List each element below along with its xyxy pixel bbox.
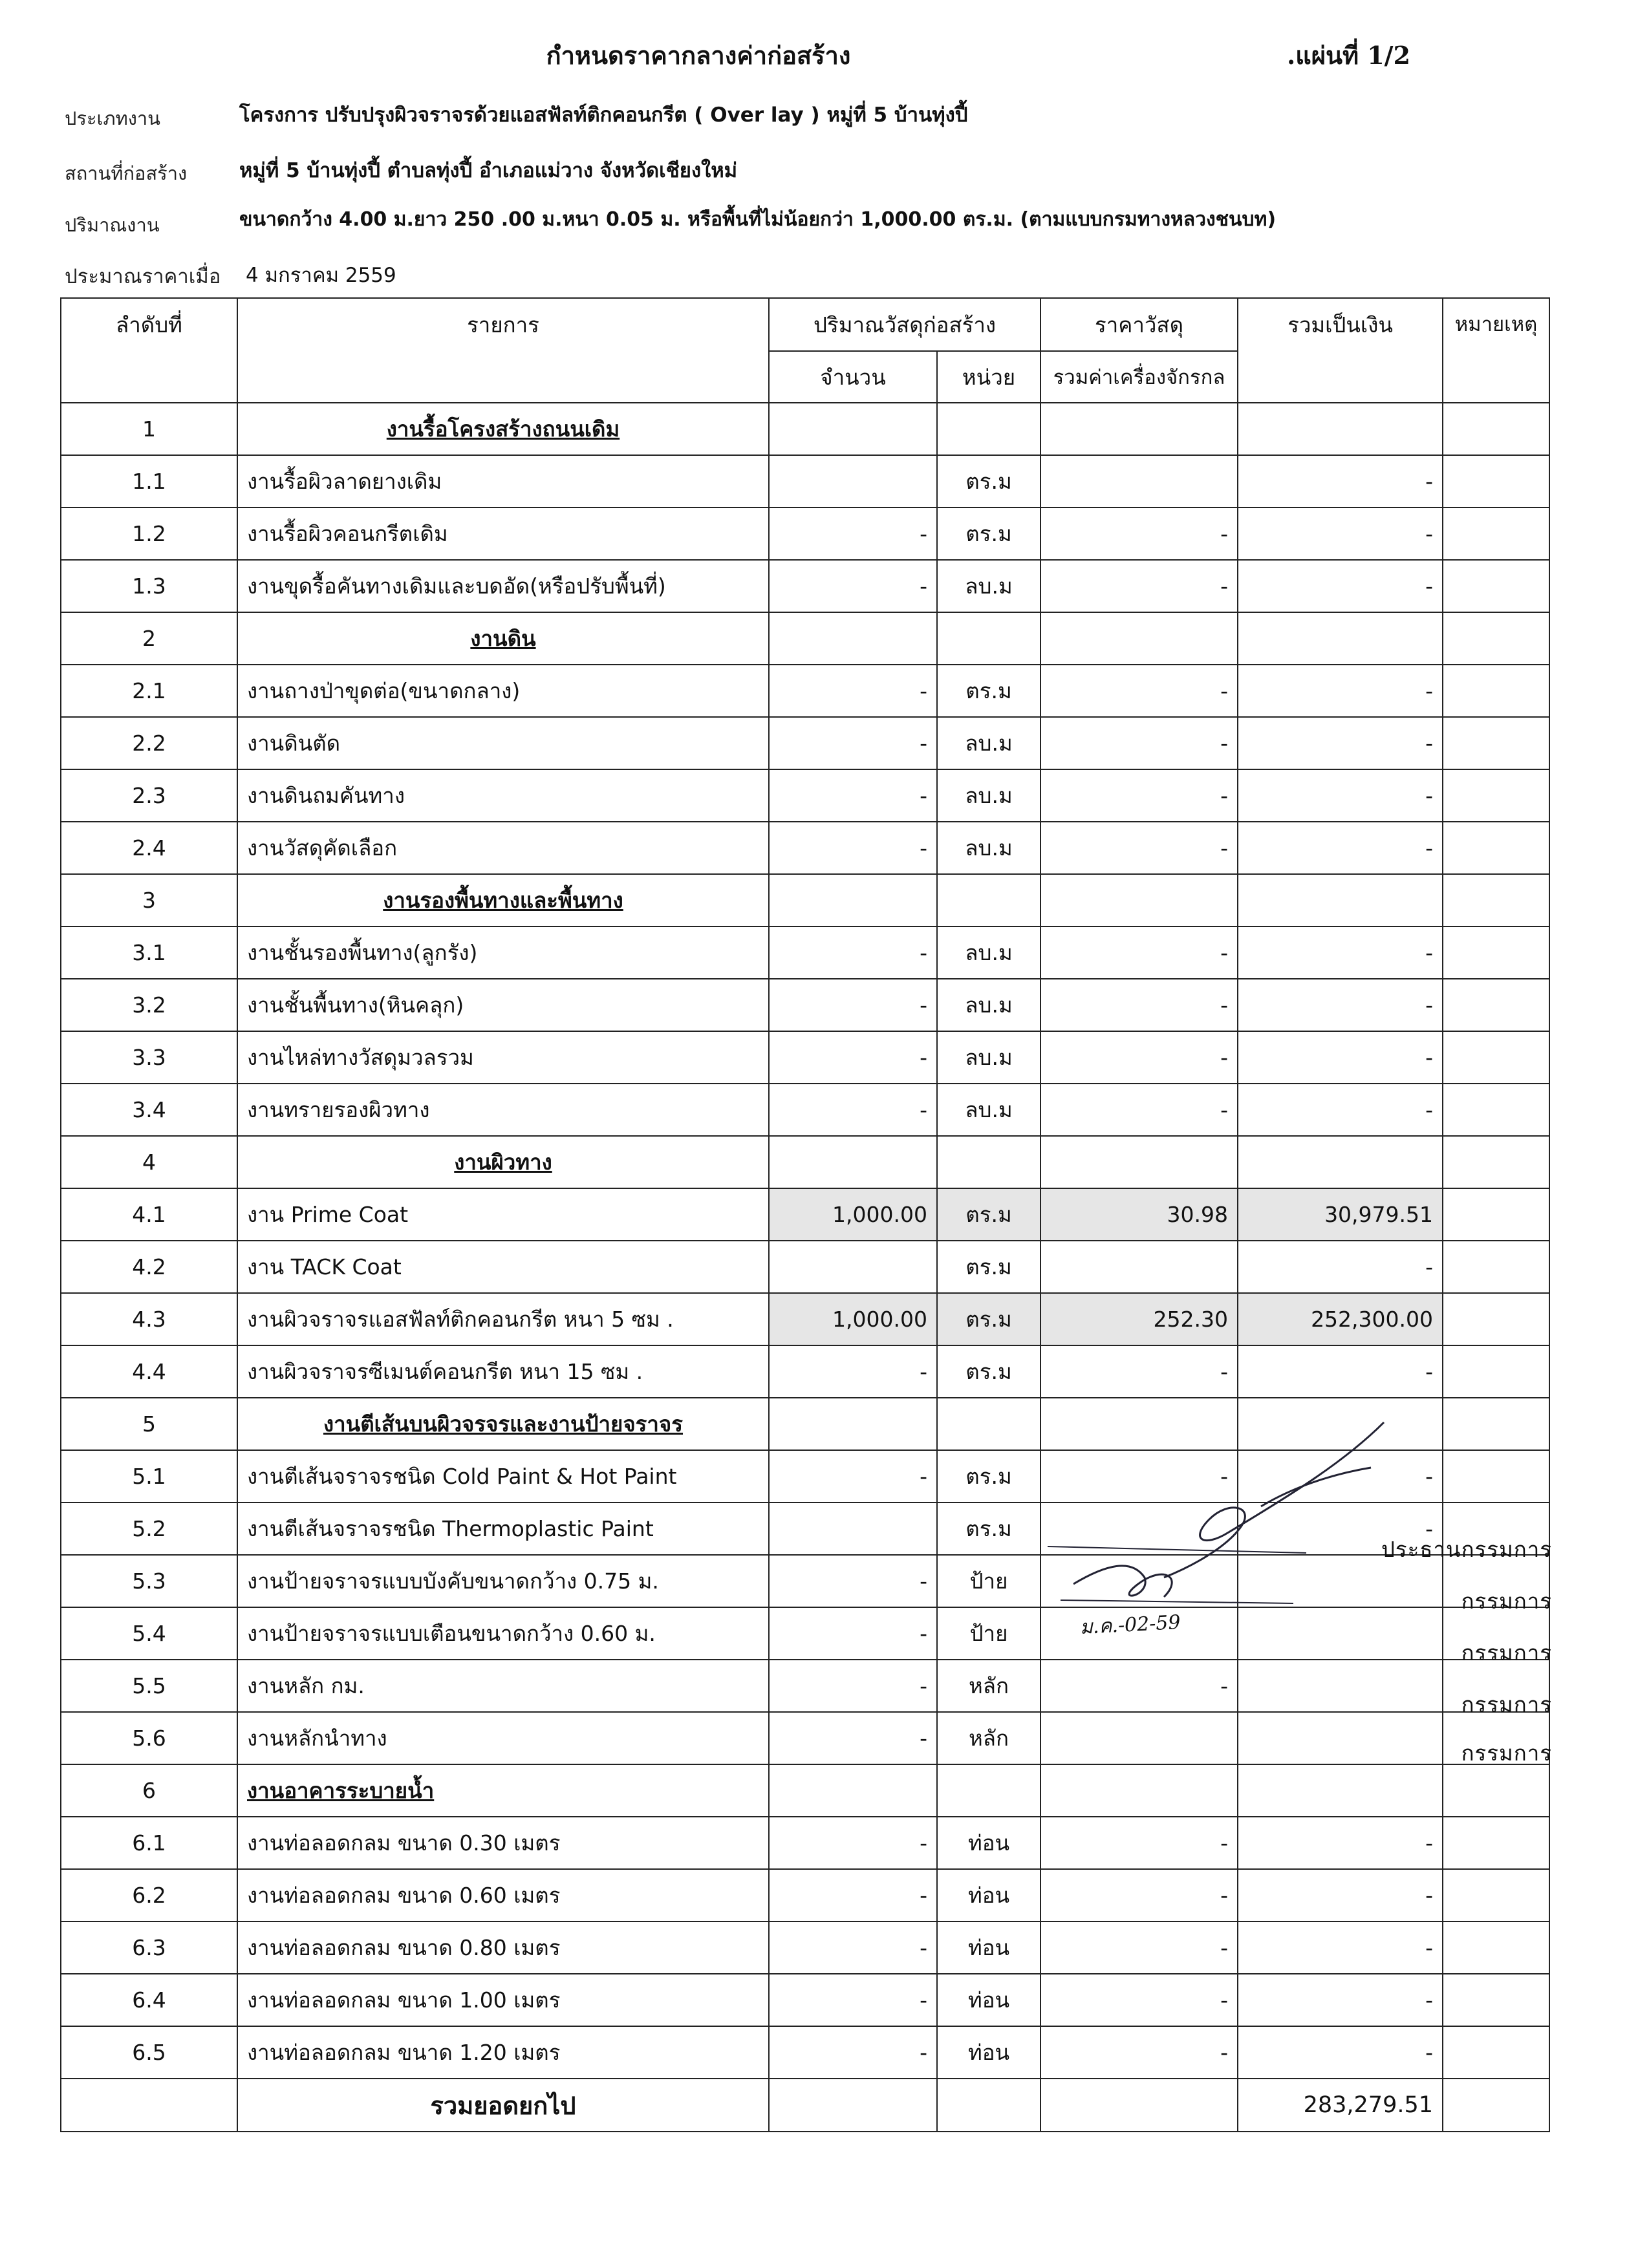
item-description: งานป้ายจราจรแบบบังคับขนาดกว้าง 0.75 ม. [237, 1555, 769, 1607]
table-row [61, 1345, 1549, 1398]
price-cell: - [1040, 926, 1238, 979]
remark-cell [1443, 979, 1549, 1031]
row-number: 5.6 [61, 1712, 237, 1764]
total-cell [1238, 874, 1443, 926]
carry-forward-total: 283,279.51 [1238, 2079, 1443, 2132]
amount-cell: - [769, 769, 937, 822]
item-description: งานท่อลอดกลม ขนาด 0.80 เมตร [237, 1921, 769, 1974]
item-description: งานท่อลอดกลม ขนาด 0.30 เมตร [237, 1817, 769, 1869]
committee-member-1: กรรมการ [1461, 1589, 1552, 1614]
item-description: งานป้ายจราจรแบบเตือนขนาดกว้าง 0.60 ม. [237, 1607, 769, 1660]
unit-cell: ท่อน [937, 1974, 1040, 2026]
amount-cell: - [769, 1607, 937, 1660]
col-amount-header: จำนวน [769, 351, 937, 403]
section-row [61, 1764, 1549, 1817]
carry-forward-label: รวมยอดยกไป [237, 2079, 769, 2132]
table-row [61, 1084, 1549, 1136]
col-item-header: รายการ [237, 298, 769, 403]
remark-cell [1443, 1241, 1549, 1293]
remark-cell [1443, 1345, 1549, 1398]
type-label: ประเภทงาน [65, 107, 160, 129]
remark-cell [1443, 1293, 1549, 1345]
section-title: งานดิน [237, 612, 769, 665]
amount-cell: - [769, 1345, 937, 1398]
row-number: 6.3 [61, 1921, 237, 1974]
total-cell [1238, 1607, 1443, 1660]
amount-cell: - [769, 2026, 937, 2079]
amount-cell: - [769, 1712, 937, 1764]
site-value: หมู่ที่ 5 บ้านทุ่งปี้ ตำบลทุ่งปี้ อำเภอแม่วาง จังหวัดเชียงใหม่ [239, 159, 738, 182]
remark-cell [1443, 717, 1549, 769]
row-number: 1 [61, 403, 237, 455]
total-cell: - [1238, 1869, 1443, 1921]
remark-cell [1443, 874, 1549, 926]
amount-cell: - [769, 1084, 937, 1136]
price-cell [1040, 1398, 1238, 1450]
remark-cell [1443, 508, 1549, 560]
total-cell: - [1238, 1084, 1443, 1136]
amount-cell: - [769, 926, 937, 979]
section-row [61, 1398, 1549, 1450]
row-number: 1.2 [61, 508, 237, 560]
total-cell: - [1238, 1450, 1443, 1503]
remark-cell [1443, 1817, 1549, 1869]
row-number: 1.3 [61, 560, 237, 612]
table-row [61, 1450, 1549, 1503]
unit-cell [937, 403, 1040, 455]
amount-cell: - [769, 1817, 937, 1869]
type-value: โครงการ ปรับปรุงผิวจราจรด้วยแอสฟัลท์ติกคอนกรีต ( Over lay ) หมู่ที่ 5 บ้านทุ่งปี้ [239, 103, 968, 127]
col-no-header: ลำดับที่ [61, 298, 237, 403]
unit-cell: ป้าย [937, 1607, 1040, 1660]
amount-cell: - [769, 1555, 937, 1607]
total-cell: - [1238, 2026, 1443, 2079]
item-description: งานผิวจราจรซีเมนต์คอนกรีต หนา 15 ซม . [237, 1345, 769, 1398]
price-cell: - [1040, 979, 1238, 1031]
quantity-label: ปริมาณงาน [65, 214, 160, 236]
total-cell [1238, 612, 1443, 665]
remark-cell [1443, 1555, 1549, 1607]
table-row [61, 665, 1549, 717]
table-row [61, 1974, 1549, 2026]
handwritten-date: ม.ค.-02-59 [1079, 1610, 1181, 1640]
remark-cell [1443, 612, 1549, 665]
unit-cell: ลบ.ม [937, 1031, 1040, 1084]
committee-member-4: กรรมการ [1461, 1740, 1552, 1766]
amount-cell: 1,000.00 [769, 1188, 937, 1241]
item-description: งานรื้อผิวคอนกรีตเดิม [237, 508, 769, 560]
unit-cell: ตร.ม [937, 508, 1040, 560]
price-cell: - [1040, 1974, 1238, 2026]
price-cell: - [1040, 769, 1238, 822]
item-description: งานตีเส้นจราจรชนิด Cold Paint & Hot Paint [237, 1450, 769, 1503]
item-description: งานหลัก กม. [237, 1660, 769, 1712]
unit-cell: หลัก [937, 1712, 1040, 1764]
row-number: 5 [61, 1398, 237, 1450]
table-row [61, 1921, 1549, 1974]
amount-cell [769, 455, 937, 508]
table-row [61, 1607, 1549, 1660]
price-cell: - [1040, 1084, 1238, 1136]
price-cell [1040, 1136, 1238, 1188]
row-number: 5.3 [61, 1555, 237, 1607]
row-number: 5.5 [61, 1660, 237, 1712]
col-remark-header: หมายเหตุ [1443, 298, 1549, 403]
unit-cell: ลบ.ม [937, 717, 1040, 769]
item-description: งานขุดรื้อคันทางเดิมและบดอัด(หรือปรับพื้นที่) [237, 560, 769, 612]
unit-cell: ท่อน [937, 1869, 1040, 1921]
remark-cell [1443, 1607, 1549, 1660]
remark-cell [1443, 1031, 1549, 1084]
committee-member-2: กรรมการ [1461, 1640, 1552, 1665]
total-cell: - [1238, 926, 1443, 979]
row-number: 6 [61, 1764, 237, 1817]
section-row [61, 1136, 1549, 1188]
total-cell [1238, 1136, 1443, 1188]
row-number: 4 [61, 1136, 237, 1188]
unit-cell: ท่อน [937, 1921, 1040, 1974]
row-number: 5.1 [61, 1450, 237, 1503]
amount-cell: - [769, 822, 937, 874]
amount-cell: - [769, 1921, 937, 1974]
amount-cell: - [769, 508, 937, 560]
price-cell: - [1040, 1869, 1238, 1921]
total-cell [1238, 1555, 1443, 1607]
amount-cell: 1,000.00 [769, 1293, 937, 1345]
remark-cell [1443, 1869, 1549, 1921]
section-row [61, 403, 1549, 455]
table-row [61, 822, 1549, 874]
price-cell: - [1040, 1660, 1238, 1712]
section-title: งานรองพื้นทางและพื้นทาง [237, 874, 769, 926]
section-title: งานอาคารระบายน้ำ [237, 1764, 769, 1817]
row-number: 6.4 [61, 1974, 237, 2026]
unit-cell: ท่อน [937, 1817, 1040, 1869]
price-cell: - [1040, 1031, 1238, 1084]
total-cell: - [1238, 769, 1443, 822]
item-description: งานตีเส้นจราจรชนิด Thermoplastic Paint [237, 1503, 769, 1555]
remark-cell [1443, 1712, 1549, 1764]
col-machinery-header: รวมค่าเครื่องจักรกล [1040, 351, 1238, 403]
price-table [60, 297, 1550, 2132]
table-row [61, 1031, 1549, 1084]
remark-cell [1443, 665, 1549, 717]
price-cell: - [1040, 2026, 1238, 2079]
price-cell: - [1040, 717, 1238, 769]
table-row [61, 1869, 1549, 1921]
total-cell: - [1238, 979, 1443, 1031]
total-cell: - [1238, 1974, 1443, 2026]
estimate-label: ประมาณราคาเมื่อ [65, 265, 221, 288]
remark-cell [1443, 1084, 1549, 1136]
remark-cell [1443, 2026, 1549, 2079]
price-cell [1040, 612, 1238, 665]
unit-cell [937, 612, 1040, 665]
col-total-header: รวมเป็นเงิน [1238, 298, 1443, 403]
total-cell [1238, 1398, 1443, 1450]
total-cell: - [1238, 1241, 1443, 1293]
unit-cell: ตร.ม [937, 455, 1040, 508]
unit-cell: ลบ.ม [937, 926, 1040, 979]
remark-cell [1443, 1660, 1549, 1712]
unit-cell: ลบ.ม [937, 822, 1040, 874]
price-cell [1040, 455, 1238, 508]
row-number: 1.1 [61, 455, 237, 508]
total-cell: - [1238, 717, 1443, 769]
price-cell: - [1040, 1450, 1238, 1503]
unit-cell: ตร.ม [937, 665, 1040, 717]
unit-cell: ลบ.ม [937, 769, 1040, 822]
row-number: 3.3 [61, 1031, 237, 1084]
row-number: 3.2 [61, 979, 237, 1031]
remark-cell [1443, 1188, 1549, 1241]
unit-cell: ลบ.ม [937, 1084, 1040, 1136]
table-row [61, 769, 1549, 822]
item-description: งานท่อลอดกลม ขนาด 1.00 เมตร [237, 1974, 769, 2026]
remark-cell [1443, 926, 1549, 979]
table-row [61, 560, 1549, 612]
table-row [61, 2026, 1549, 2079]
quantity-value: ขนาดกว้าง 4.00 ม.ยาว 250 .00 ม.หนา 0.05 ม. หรือพื้นที่ไม่น้อยกว่า 1,000.00 ตร.ม. (ตามแบบกรมทางหลวงชนบท) [239, 208, 1277, 231]
amount-cell: - [769, 1660, 937, 1712]
item-description: งานชั้นรองพื้นทาง(ลูกรัง) [237, 926, 769, 979]
unit-cell: ลบ.ม [937, 560, 1040, 612]
amount-cell: - [769, 979, 937, 1031]
amount-cell [769, 1503, 937, 1555]
price-cell: - [1040, 1817, 1238, 1869]
row-number: 5.4 [61, 1607, 237, 1660]
table-row [61, 926, 1549, 979]
col-unit-header: หน่วย [937, 351, 1040, 403]
table-row [61, 1817, 1549, 1869]
item-description: งานถางป่าขุดต่อ(ขนาดกลาง) [237, 665, 769, 717]
row-number: 3 [61, 874, 237, 926]
committee-chair: ประธานกรรมการ [1381, 1537, 1552, 1562]
table-row [61, 1712, 1549, 1764]
table-row [61, 508, 1549, 560]
price-cell: - [1040, 508, 1238, 560]
price-cell [1040, 1607, 1238, 1660]
remark-cell [1443, 1974, 1549, 2026]
row-number: 2.3 [61, 769, 237, 822]
unit-cell: ลบ.ม [937, 979, 1040, 1031]
item-description: งานดินถมคันทาง [237, 769, 769, 822]
row-number: 4.3 [61, 1293, 237, 1345]
unit-cell: ท่อน [937, 2026, 1040, 2079]
sheet-number: .แผ่นที่ 1/2 [1287, 41, 1411, 70]
amount-cell: - [769, 1974, 937, 2026]
total-cell: - [1238, 508, 1443, 560]
unit-cell [937, 874, 1040, 926]
remark-cell [1443, 769, 1549, 822]
price-cell [1040, 403, 1238, 455]
table-row [61, 979, 1549, 1031]
price-cell: 30.98 [1040, 1188, 1238, 1241]
estimate-date: 4 มกราคม 2559 [246, 264, 396, 287]
price-cell [1040, 874, 1238, 926]
remark-cell [1443, 1136, 1549, 1188]
total-cell: 30,979.51 [1238, 1188, 1443, 1241]
remark-cell [1443, 1503, 1549, 1555]
row-number: 2 [61, 612, 237, 665]
item-description: งาน TACK Coat [237, 1241, 769, 1293]
item-description: งานท่อลอดกลม ขนาด 1.20 เมตร [237, 2026, 769, 2079]
amount-cell [769, 1241, 937, 1293]
row-number: 3.1 [61, 926, 237, 979]
row-number: 5.2 [61, 1503, 237, 1555]
unit-cell: ตร.ม [937, 1188, 1040, 1241]
amount-cell [769, 612, 937, 665]
amount-cell [769, 1764, 937, 1817]
remark-cell [1443, 403, 1549, 455]
total-cell: - [1238, 560, 1443, 612]
total-cell [1238, 1712, 1443, 1764]
price-cell [1040, 1241, 1238, 1293]
item-description: งานหลักนำทาง [237, 1712, 769, 1764]
table-row [61, 455, 1549, 508]
document-title: กำหนดราคากลางค่าก่อสร้าง [546, 41, 851, 70]
remark-cell [1443, 1398, 1549, 1450]
total-cell [1238, 1660, 1443, 1712]
total-cell: 252,300.00 [1238, 1293, 1443, 1345]
price-cell [1040, 1712, 1238, 1764]
row-number: 4.4 [61, 1345, 237, 1398]
amount-cell: - [769, 560, 937, 612]
table-row [61, 1188, 1549, 1241]
table-row [61, 1660, 1549, 1712]
total-cell: - [1238, 455, 1443, 508]
total-cell [1238, 403, 1443, 455]
committee-member-3: กรรมการ [1461, 1692, 1552, 1717]
amount-cell [769, 874, 937, 926]
price-cell: - [1040, 1921, 1238, 1974]
item-description: งานไหล่ทางวัสดุมวลรวม [237, 1031, 769, 1084]
amount-cell: - [769, 717, 937, 769]
price-cell [1040, 1555, 1238, 1607]
price-cell: - [1040, 560, 1238, 612]
unit-cell: ตร.ม [937, 1345, 1040, 1398]
total-cell: - [1238, 665, 1443, 717]
item-description: งาน Prime Coat [237, 1188, 769, 1241]
unit-cell: หลัก [937, 1660, 1040, 1712]
unit-cell: ตร.ม [937, 1293, 1040, 1345]
table-row [61, 717, 1549, 769]
amount-cell: - [769, 665, 937, 717]
row-number: 2.4 [61, 822, 237, 874]
amount-cell [769, 403, 937, 455]
section-title: งานตีเส้นบนผิวจรจรและงานป้ายจราจร [237, 1398, 769, 1450]
row-number: 2.2 [61, 717, 237, 769]
row-number: 6.1 [61, 1817, 237, 1869]
total-cell: - [1238, 822, 1443, 874]
col-material-qty-header: ปริมาณวัสดุก่อสร้าง [769, 298, 1040, 351]
item-description: งานผิวจราจรแอสฟัลท์ติกคอนกรีต หนา 5 ซม . [237, 1293, 769, 1345]
amount-cell: - [769, 1450, 937, 1503]
price-cell: - [1040, 822, 1238, 874]
price-cell [1040, 1503, 1238, 1555]
item-description: งานทรายรองผิวทาง [237, 1084, 769, 1136]
price-cell: - [1040, 665, 1238, 717]
unit-cell: ตร.ม [937, 1241, 1040, 1293]
item-description: งานท่อลอดกลม ขนาด 0.60 เมตร [237, 1869, 769, 1921]
col-material-price-header: ราคาวัสดุ [1040, 298, 1238, 351]
unit-cell: ตร.ม [937, 1450, 1040, 1503]
row-number: 3.4 [61, 1084, 237, 1136]
unit-cell: ป้าย [937, 1555, 1040, 1607]
item-description: งานรื้อผิวลาดยางเดิม [237, 455, 769, 508]
remark-cell [1443, 1450, 1549, 1503]
remark-cell [1443, 455, 1549, 508]
amount-cell [769, 1398, 937, 1450]
total-cell: - [1238, 1817, 1443, 1869]
section-title: งานผิวทาง [237, 1136, 769, 1188]
total-cell: - [1238, 1921, 1443, 1974]
row-number: 4.1 [61, 1188, 237, 1241]
item-description: งานดินตัด [237, 717, 769, 769]
amount-cell [769, 1136, 937, 1188]
section-row [61, 874, 1549, 926]
total-cell: - [1238, 1031, 1443, 1084]
row-number: 6.2 [61, 1869, 237, 1921]
row-number: 2.1 [61, 665, 237, 717]
total-cell [1238, 1764, 1443, 1817]
table-row [61, 1241, 1549, 1293]
total-cell: - [1238, 1503, 1443, 1555]
table-row [61, 1555, 1549, 1607]
row-number: 6.5 [61, 2026, 237, 2079]
table-row [61, 1503, 1549, 1555]
item-description: งานชั้นพื้นทาง(หินคลุก) [237, 979, 769, 1031]
unit-cell [937, 1398, 1040, 1450]
remark-cell [1443, 822, 1549, 874]
price-cell: - [1040, 1345, 1238, 1398]
remark-cell [1443, 560, 1549, 612]
unit-cell [937, 1764, 1040, 1817]
amount-cell: - [769, 1031, 937, 1084]
site-label: สถานที่ก่อสร้าง [65, 162, 188, 184]
remark-cell [1443, 1921, 1549, 1974]
section-title: งานรื้อโครงสร้างถนนเดิม [237, 403, 769, 455]
remark-cell [1443, 1764, 1549, 1817]
row-number: 4.2 [61, 1241, 237, 1293]
unit-cell [937, 1136, 1040, 1188]
unit-cell: ตร.ม [937, 1503, 1040, 1555]
amount-cell: - [769, 1869, 937, 1921]
item-description: งานวัสดุคัดเลือก [237, 822, 769, 874]
price-cell [1040, 1764, 1238, 1817]
section-row [61, 612, 1549, 665]
table-row [61, 1293, 1549, 1345]
total-cell: - [1238, 1345, 1443, 1398]
price-cell: 252.30 [1040, 1293, 1238, 1345]
